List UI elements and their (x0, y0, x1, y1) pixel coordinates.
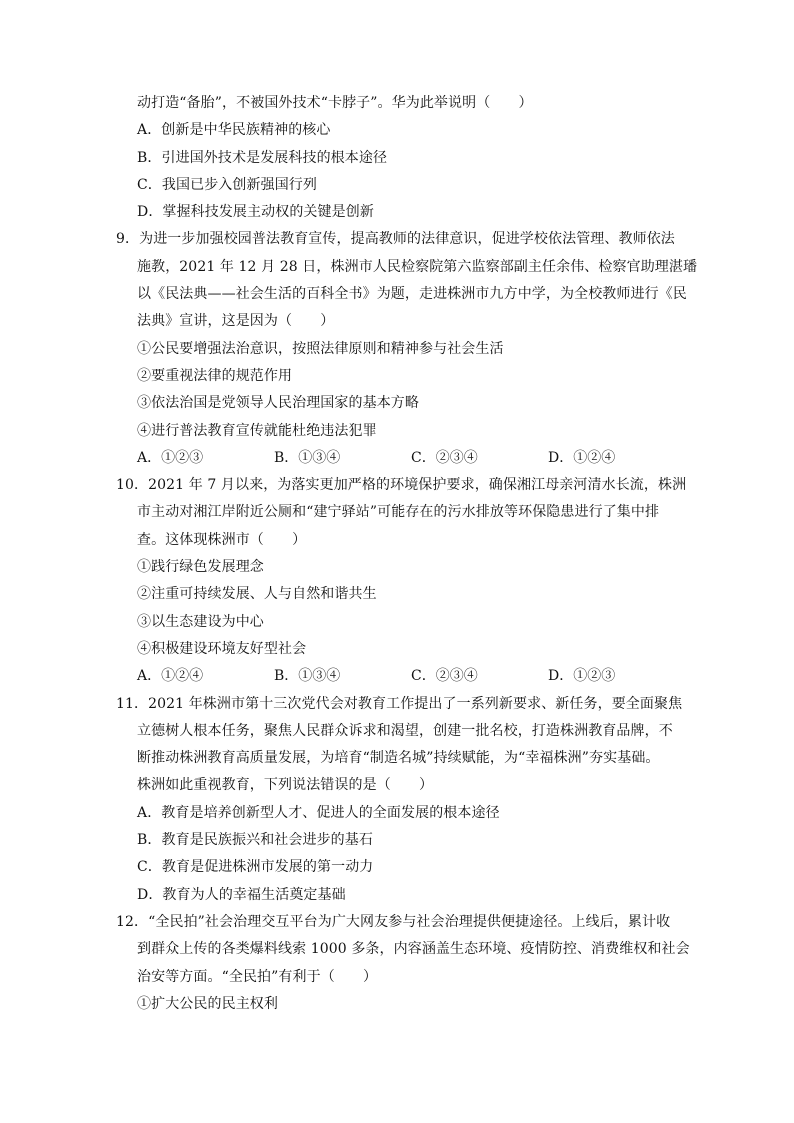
question-10-statement: ②注重可持续发展、人与自然和谐共生 (137, 586, 377, 603)
question-9-statement: ④进行普法教育宣传就能杜绝违法犯罪 (137, 422, 377, 439)
question-12-statement: ①扩大公民的民主权利 (137, 995, 278, 1012)
question-10-choice-a: A．①②④ (137, 668, 204, 685)
question-10-stem-line: 市主动对湘江岸附近公厕和“建宁驿站”可能存在的污水排放等环保隐患进行了集中排 (137, 504, 660, 521)
question-9-stem-line: 9．为进一步加强校园普法教育宣传，提高教师的法律意识，促进学校依法管理、教师依法 (116, 231, 675, 248)
question-11-option-d: D．教育为人的幸福生活奠定基础 (137, 886, 346, 903)
question-10-stem-line: 10．2021 年 7 月以来，为落实更加严格的环境保护要求，确保湘江母亲河清水长流，株洲 (116, 477, 687, 494)
question-12-stem-line: 治安等方面。“全民拍”有利于（ ） (137, 968, 378, 985)
question-11-option-c: C．教育是促进株洲市发展的第一动力 (137, 859, 374, 876)
question-10-statement: ③以生态建设为中心 (137, 613, 264, 630)
question-11-option-b: B．教育是民族振兴和社会进步的基石 (137, 832, 373, 849)
question-10-statement: ④积极建设环境友好型社会 (137, 640, 307, 657)
question-11-stem-line: 11．2021 年株洲市第十三次党代会对教育工作提出了一系列新要求、新任务，要全面聚焦 (116, 695, 683, 712)
question-9-choices (116, 445, 696, 472)
question-8-option-c: C．我国已步入创新强国行列 (137, 176, 318, 193)
question-9-stem-line: 施教，2021 年 12 月 28 日，株洲市人民检察院第六监察部副主任余伟、检察官助理湛璠 (137, 258, 698, 275)
question-11-stem-line: 立德树人根本任务，聚焦人民群众诉求和渴望，创建一批名校，打造株洲教育品牌，不 (137, 722, 673, 739)
question-11-stem-line: 断推动株洲教育高质量发展，为培育“制造名城”持续赋能，为“幸福株洲”夯实基础。 (137, 750, 660, 767)
question-12 (116, 909, 696, 1018)
question-8-option-b: B．引进国外技术是发展科技的根本途径 (137, 149, 388, 166)
question-9-stem-line: 以《民法典——社会生活的百科全书》为题，走进株洲市九方中学，为全校教师进行《民 (137, 286, 687, 303)
question-10-choices (116, 663, 696, 690)
question-10-choice-b: B．①③④ (274, 668, 341, 685)
question-9-stem-line: 法典》宣讲，这是因为（ ） (137, 313, 335, 330)
question-9-choice-c: C．②③④ (411, 449, 478, 466)
questions-column (116, 90, 696, 1018)
question-12-stem-line: 到群众上传的各类爆料线索 1000 多条，内容涵盖生态环境、疫情防控、消费维权和社会 (137, 941, 690, 958)
question-9-statement: ③依法治国是党领导人民治理国家的基本方略 (137, 395, 419, 412)
question-8 (116, 90, 696, 226)
question-8-option-a: A．创新是中华民族精神的核心 (137, 122, 331, 139)
question-10-stem-line: 查。这体现株洲市（ ） (137, 531, 307, 548)
question-9-statement: ①公民要增强法治意识，按照法律原则和精神参与社会生活 (137, 340, 504, 357)
question-8-stem-tail: 动打造“备胎”，不被国外技术“卡脖子”。华为此举说明（ ） (137, 95, 533, 111)
question-8-option-d: D．掌握科技发展主动权的关键是创新 (137, 204, 374, 221)
question-10 (116, 472, 696, 690)
question-9-choice-b: B．①③④ (274, 449, 341, 466)
question-9 (116, 226, 696, 472)
question-10-choice-c: C．②③④ (411, 668, 478, 685)
question-11 (116, 691, 696, 909)
question-11-stem-line: 株洲如此重视教育，下列说法错误的是（ ） (137, 777, 434, 794)
question-9-choice-d: D．①②④ (548, 449, 616, 466)
question-10-statement: ①践行绿色发展理念 (137, 559, 264, 576)
question-9-statement: ②要重视法律的规范作用 (137, 367, 293, 384)
question-10-choice-d: D．①②③ (548, 668, 616, 685)
question-9-choice-a: A．①②③ (137, 449, 204, 466)
question-12-stem-line: 12．“全民拍”社会治理交互平台为广大网友参与社会治理提供便捷途径。上线后，累计收 (116, 913, 671, 930)
question-11-option-a: A．教育是培养创新型人才、促进人的全面发展的根本途径 (137, 804, 500, 821)
